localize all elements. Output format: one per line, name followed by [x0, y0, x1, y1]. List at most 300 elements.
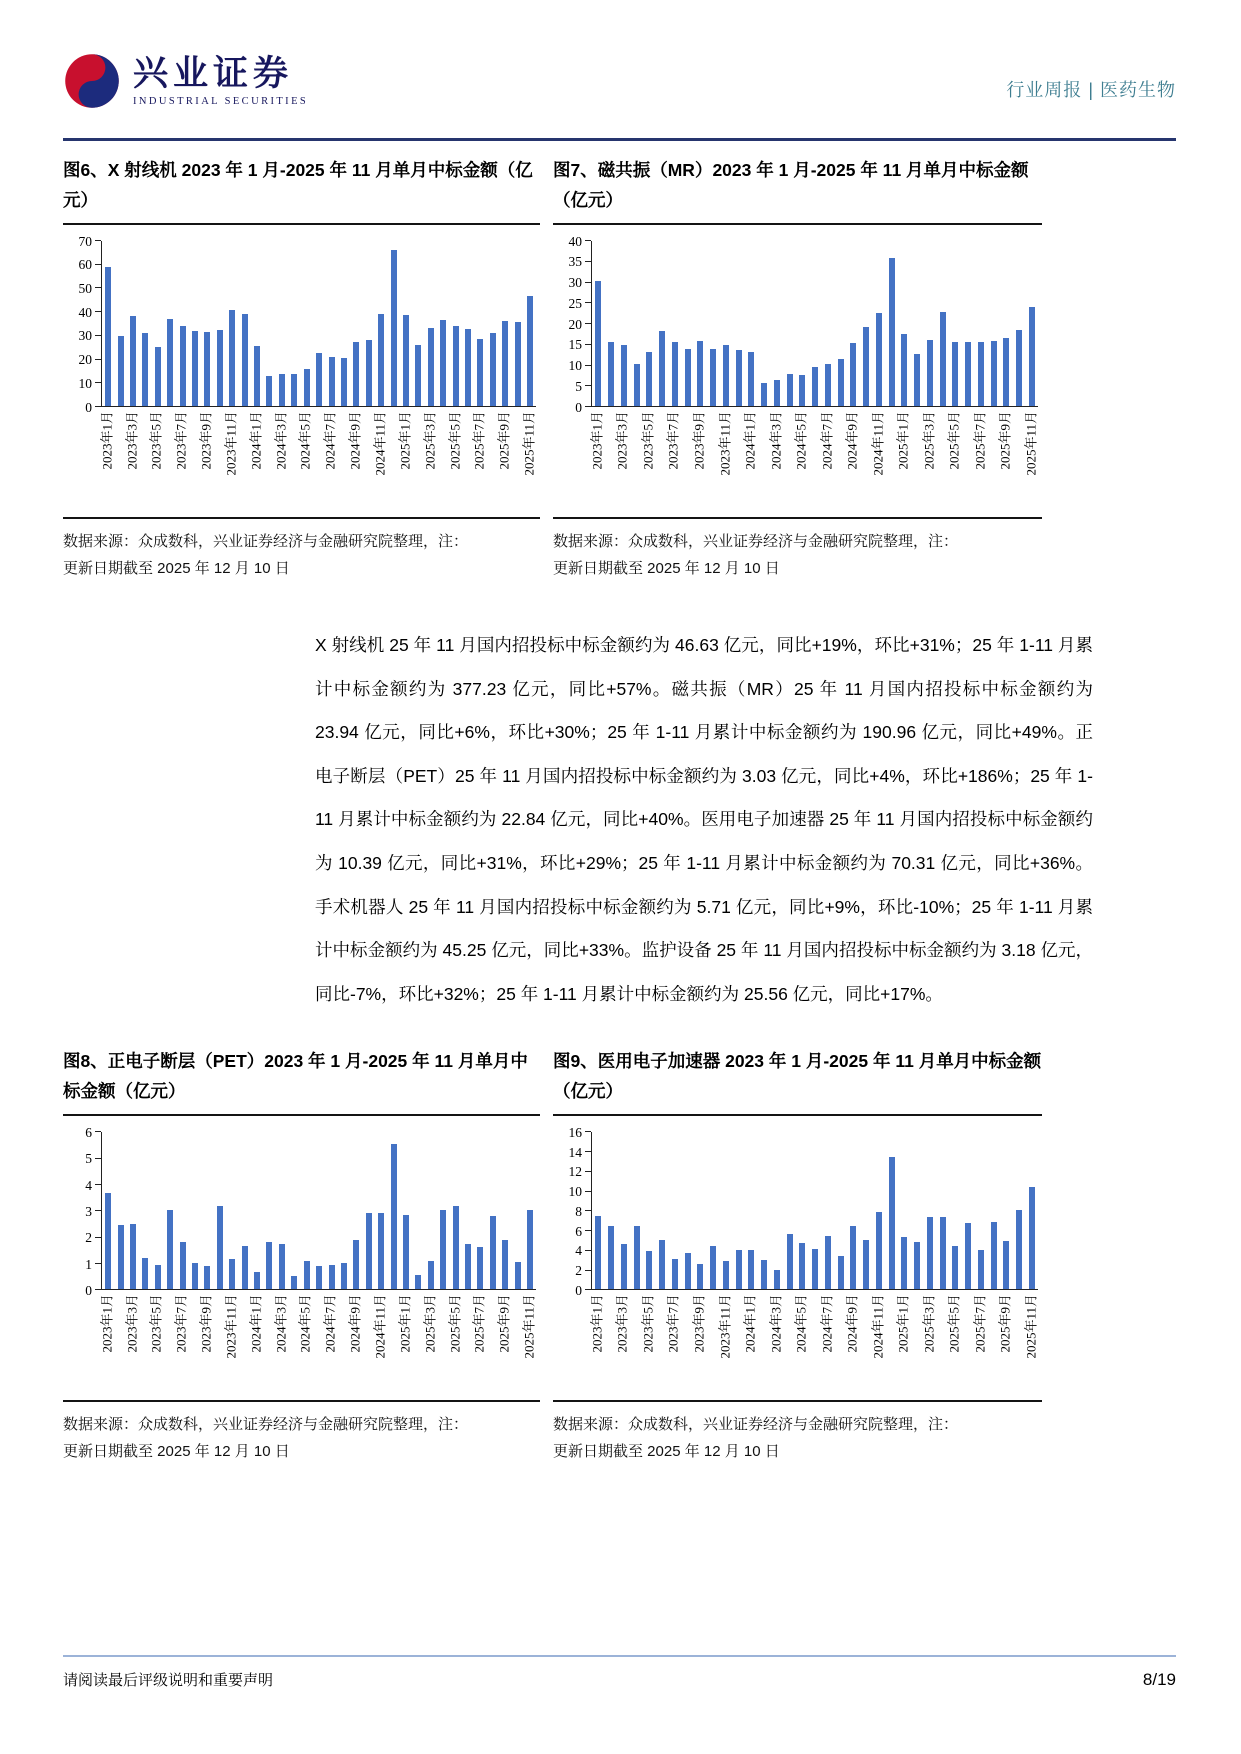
- bar-slot: [288, 241, 300, 406]
- bar-slot: [462, 1132, 474, 1289]
- bar: [863, 1240, 869, 1290]
- x-tick-label: 2025年9月: [496, 1294, 512, 1353]
- bar-slot: [694, 241, 707, 406]
- bar-chart: [63, 225, 540, 509]
- x-label-slot: [349, 407, 361, 509]
- bar-slot: [164, 1132, 176, 1289]
- x-label-slot: [101, 1290, 113, 1392]
- bar-slot: [263, 1132, 275, 1289]
- bar-slot: [375, 1132, 387, 1289]
- x-label-slot: [948, 1290, 961, 1392]
- bar: [940, 312, 946, 406]
- bars: [592, 241, 1038, 406]
- bar: [799, 1243, 805, 1290]
- figure-title: 图6、X 射线机 2023 年 1 月-2025 年 11 月单月中标金额（亿元）: [63, 160, 533, 210]
- bar-slot: [375, 241, 387, 406]
- x-tick-label: 2024年5月: [793, 1294, 809, 1353]
- x-tick-label: 2024年7月: [819, 411, 835, 470]
- x-tick-label: 2024年3月: [273, 411, 289, 470]
- bar-slot: [1013, 241, 1026, 406]
- x-label-slot: [997, 407, 1013, 509]
- x-label-slot: [322, 407, 338, 509]
- bar-slot: [152, 1132, 164, 1289]
- plot-area: [101, 241, 536, 407]
- bar-slot: [681, 1132, 694, 1289]
- bar-slot: [936, 241, 949, 406]
- x-axis-labels: [591, 1290, 1038, 1392]
- bar-slot: [936, 1132, 949, 1289]
- bar: [266, 376, 272, 406]
- x-label-slot: [770, 407, 783, 509]
- x-label-slot: [449, 407, 461, 509]
- figure-row-top: [63, 151, 1176, 582]
- x-label-slot: [974, 1290, 987, 1392]
- bar: [799, 375, 805, 406]
- bar: [229, 1259, 235, 1289]
- x-tick-label: 2025年11月: [521, 411, 537, 476]
- bar: [672, 1259, 678, 1289]
- bar-slot: [771, 241, 784, 406]
- x-tick-label: 2023年9月: [198, 1294, 214, 1353]
- x-tick-label: 2023年7月: [173, 1294, 189, 1353]
- x-tick-label: 2023年9月: [691, 1294, 707, 1353]
- bar: [415, 345, 421, 406]
- bar: [192, 1263, 198, 1289]
- x-tick-label: 2024年7月: [322, 411, 338, 470]
- x-tick-label: 2024年9月: [347, 1294, 363, 1353]
- bar: [685, 349, 691, 406]
- bar: [787, 374, 793, 406]
- x-label-slot: [719, 1290, 732, 1392]
- bar-slot: [758, 1132, 771, 1289]
- x-tick-label: 2023年11月: [717, 411, 733, 476]
- bar-slot: [1026, 241, 1039, 406]
- bar-slot: [338, 241, 350, 406]
- x-tick-label: 2024年3月: [768, 1294, 784, 1353]
- bar-slot: [350, 241, 362, 406]
- x-tick-label: 2025年7月: [972, 1294, 988, 1353]
- bar-slot: [164, 241, 176, 406]
- bar-slot: [771, 1132, 784, 1289]
- bar-slot: [694, 1132, 707, 1289]
- y-tick-label: 50: [78, 280, 92, 296]
- bar-slot: [873, 1132, 886, 1289]
- bar: [316, 353, 322, 406]
- bar-slot: [898, 1132, 911, 1289]
- bar: [914, 354, 920, 406]
- bar: [812, 367, 818, 406]
- bar: [991, 341, 997, 406]
- bar-slot: [975, 1132, 988, 1289]
- bar: [825, 1236, 831, 1289]
- bar-chart: [63, 1116, 540, 1392]
- bar-slot: [949, 241, 962, 406]
- x-label-slot: [225, 1290, 237, 1392]
- bar-slot: [656, 1132, 669, 1289]
- x-label-slot: [795, 1290, 808, 1392]
- bar-slot: [189, 1132, 201, 1289]
- x-tick-label: 2025年11月: [1023, 1294, 1039, 1359]
- bar: [646, 352, 652, 406]
- y-tick-label: 6: [575, 1223, 582, 1239]
- x-tick-label: 2025年3月: [422, 411, 438, 470]
- bar: [697, 341, 703, 406]
- bar-slot: [911, 1132, 924, 1289]
- y-tick-label: 35: [568, 254, 582, 269]
- bar: [155, 1265, 161, 1290]
- x-label-slot: [872, 1290, 885, 1392]
- figure-title: 图7、磁共振（MR）2023 年 1 月-2025 年 11 月单月中标金额（亿元）: [553, 160, 1029, 210]
- bar-slot: [592, 241, 605, 406]
- bar: [428, 1261, 434, 1290]
- bar: [748, 352, 754, 406]
- bar: [378, 314, 384, 406]
- bar: [279, 374, 285, 406]
- bar: [838, 1256, 844, 1290]
- y-tick-label: 8: [575, 1203, 582, 1219]
- x-tick-label: 2023年1月: [99, 411, 115, 470]
- bar: [304, 1261, 310, 1290]
- bar: [1003, 1241, 1009, 1289]
- bar-slot: [707, 241, 720, 406]
- bar-slot: [201, 1132, 213, 1289]
- bar-slot: [975, 241, 988, 406]
- bar-slot: [425, 241, 437, 406]
- bar-slot: [449, 241, 461, 406]
- bar: [329, 1265, 335, 1290]
- bar-slot: [251, 1132, 263, 1289]
- x-tick-label: 2023年3月: [614, 1294, 630, 1353]
- industrial-securities-logo-icon: [63, 52, 121, 110]
- x-tick-label: 2023年5月: [640, 411, 656, 470]
- bar-slot: [189, 241, 201, 406]
- bar-slot: [924, 1132, 937, 1289]
- bar: [329, 357, 335, 406]
- bar: [428, 328, 434, 406]
- bar-slot: [783, 241, 796, 406]
- bar: [254, 346, 260, 406]
- y-tick-label: 5: [575, 378, 582, 394]
- bar-slot: [643, 1132, 656, 1289]
- bar-slot: [301, 1132, 313, 1289]
- bar: [130, 316, 136, 406]
- y-tick-label: 12: [568, 1164, 582, 1180]
- bar: [527, 296, 533, 406]
- x-tick-label: 2024年11月: [870, 411, 886, 476]
- x-label-slot: [974, 407, 987, 509]
- y-tick-label: 70: [78, 233, 92, 249]
- bar: [502, 1240, 508, 1290]
- bar: [515, 1262, 521, 1290]
- x-label-slot: [770, 1290, 783, 1392]
- bar: [697, 1264, 703, 1289]
- bar-chart: [553, 225, 1042, 509]
- page-footer: [63, 1655, 1176, 1690]
- y-tick-label: 5: [85, 1150, 92, 1166]
- bar: [634, 364, 640, 406]
- x-tick-label: 2025年9月: [997, 411, 1013, 470]
- bar: [876, 1212, 882, 1290]
- bar-slot: [114, 241, 126, 406]
- y-tick-label: 4: [85, 1177, 92, 1193]
- bar-slot: [201, 241, 213, 406]
- x-label-slot: [846, 407, 859, 509]
- x-label-slot: [126, 407, 138, 509]
- bar-chart: [553, 1116, 1042, 1392]
- bar-slot: [325, 241, 337, 406]
- x-tick-label: 2025年5月: [946, 1294, 962, 1353]
- bar: [940, 1217, 946, 1289]
- bar: [490, 333, 496, 406]
- report-category: 行业周报 | 医药生物: [1006, 80, 1176, 100]
- bar: [838, 359, 844, 406]
- bar-slot: [605, 1132, 618, 1289]
- y-axis: [63, 233, 101, 415]
- x-tick-label: 2023年11月: [717, 1294, 733, 1359]
- bar: [876, 313, 882, 406]
- bar: [217, 1206, 223, 1290]
- x-label-slot: [173, 407, 189, 509]
- x-label-slot: [148, 407, 164, 509]
- bar-slot: [338, 1132, 350, 1289]
- bar: [1016, 330, 1022, 406]
- x-tick-label: 2024年9月: [347, 411, 363, 470]
- footer-disclaimer: 请阅读最后评级说明和重要声明: [63, 1672, 274, 1689]
- bar: [477, 1247, 483, 1289]
- y-tick-label: 10: [568, 357, 582, 373]
- data-source-note: 数据来源：众成数科，兴业证券经济与金融研究院整理，注： 更新日期截至 2025 年 12 月 10 日: [63, 1416, 469, 1461]
- x-label-slot: [101, 407, 113, 509]
- y-tick-label: 30: [568, 274, 582, 290]
- bar: [341, 358, 347, 406]
- x-axis-labels: [591, 407, 1038, 509]
- bar-slot: [176, 241, 188, 406]
- x-tick-label: 2025年11月: [521, 1294, 537, 1359]
- bar-slot: [425, 1132, 437, 1289]
- x-label-slot: [614, 407, 630, 509]
- bar: [490, 1216, 496, 1289]
- bar-slot: [524, 1132, 536, 1289]
- bar: [180, 1242, 186, 1289]
- figure-panel-9: [553, 1042, 1042, 1465]
- y-tick-label: 1: [85, 1256, 92, 1272]
- x-label-slot: [948, 407, 961, 509]
- x-tick-label: 2023年11月: [223, 1294, 239, 1359]
- y-tick-label: 15: [568, 337, 582, 352]
- x-label-slot: [349, 1290, 361, 1392]
- bar: [118, 336, 124, 406]
- bar: [366, 340, 372, 406]
- bar: [685, 1253, 691, 1289]
- x-label-slot: [693, 1290, 706, 1392]
- bar-slot: [707, 1132, 720, 1289]
- y-tick-label: 25: [568, 295, 582, 311]
- y-tick-label: 20: [568, 316, 582, 332]
- y-tick-label: 10: [78, 375, 92, 391]
- bar: [723, 345, 729, 406]
- x-label-slot: [665, 407, 681, 509]
- bar-slot: [873, 241, 886, 406]
- y-tick-label: 6: [85, 1124, 92, 1140]
- bar: [440, 1210, 446, 1290]
- bar: [889, 258, 895, 407]
- x-label-slot: [744, 1290, 757, 1392]
- x-label-slot: [275, 407, 287, 509]
- x-tick-label: 2025年3月: [921, 1294, 937, 1353]
- x-label-slot: [424, 407, 436, 509]
- bar: [118, 1225, 124, 1289]
- bar-slot: [524, 241, 536, 406]
- bar-slot: [363, 1132, 375, 1289]
- x-label-slot: [399, 407, 411, 509]
- bar: [204, 332, 210, 406]
- bar: [965, 1223, 971, 1289]
- x-tick-label: 2025年1月: [895, 1294, 911, 1353]
- y-tick-label: 2: [85, 1229, 92, 1245]
- bar-slot: [474, 241, 486, 406]
- bar-slot: [238, 1132, 250, 1289]
- bar-slot: [809, 1132, 822, 1289]
- bar-slot: [152, 241, 164, 406]
- x-tick-label: 2023年7月: [173, 411, 189, 470]
- bar-slot: [499, 241, 511, 406]
- bar-slot: [630, 241, 643, 406]
- y-axis: [553, 233, 591, 415]
- bar: [825, 364, 831, 406]
- bar-slot: [745, 1132, 758, 1289]
- bar: [965, 342, 971, 406]
- bar: [266, 1242, 272, 1289]
- bar-slot: [400, 1132, 412, 1289]
- bar: [515, 322, 521, 406]
- bar-slot: [618, 241, 631, 406]
- bar: [659, 1240, 665, 1289]
- x-tick-label: 2023年7月: [665, 1294, 681, 1353]
- bar: [736, 350, 742, 406]
- bar: [761, 1260, 767, 1289]
- bar-slot: [605, 241, 618, 406]
- x-label-slot: [424, 1290, 436, 1392]
- x-label-slot: [523, 407, 535, 509]
- bar: [465, 1244, 471, 1290]
- y-tick-label: 0: [575, 1282, 582, 1298]
- figure-title: 图8、正电子断层（PET）2023 年 1 月-2025 年 11 月单月中标金额（亿元）: [63, 1051, 528, 1102]
- bar-slot: [350, 1132, 362, 1289]
- bar: [316, 1266, 322, 1290]
- page-number: 8/19: [1142, 1670, 1176, 1689]
- bar-slot: [474, 1132, 486, 1289]
- x-label-slot: [897, 1290, 910, 1392]
- bar: [927, 340, 933, 406]
- y-tick-label: 40: [568, 233, 582, 249]
- bar-slot: [102, 241, 114, 406]
- x-label-slot: [297, 407, 313, 509]
- page-header: [63, 0, 1176, 141]
- x-label-slot: [399, 1290, 411, 1392]
- x-tick-label: 2025年9月: [997, 1294, 1013, 1353]
- bar: [608, 342, 614, 406]
- bar: [812, 1249, 818, 1290]
- bar-slot: [127, 241, 139, 406]
- data-source-note: 数据来源：众成数科，兴业证券经济与金融研究院整理，注： 更新日期截至 2025 年 12 月 10 日: [63, 533, 469, 577]
- bar-slot: [462, 241, 474, 406]
- x-label-slot: [496, 1290, 512, 1392]
- bar-slot: [847, 1132, 860, 1289]
- x-label-slot: [374, 407, 386, 509]
- bar: [978, 342, 984, 406]
- bar-slot: [1013, 1132, 1026, 1289]
- bar-slot: [1026, 1132, 1039, 1289]
- bar-slot: [987, 241, 1000, 406]
- chart-area: [63, 1124, 536, 1298]
- figure-row-bottom: [63, 1042, 1176, 1465]
- bar: [621, 1244, 627, 1289]
- x-label-slot: [250, 1290, 262, 1392]
- bar: [242, 1246, 248, 1289]
- bar-slot: [114, 1132, 126, 1289]
- x-label-slot: [897, 407, 910, 509]
- bar-slot: [139, 1132, 151, 1289]
- bar: [465, 329, 471, 406]
- bar-slot: [288, 1132, 300, 1289]
- x-label-slot: [744, 407, 757, 509]
- x-label-slot: [846, 1290, 859, 1392]
- bar-slot: [301, 241, 313, 406]
- x-tick-label: 2025年3月: [921, 411, 937, 470]
- bar-slot: [898, 241, 911, 406]
- x-tick-label: 2025年1月: [397, 1294, 413, 1353]
- bar: [353, 1240, 359, 1290]
- y-axis: [553, 1124, 591, 1298]
- x-axis-labels: [101, 1290, 536, 1392]
- bar-slot: [720, 241, 733, 406]
- bar: [453, 326, 459, 406]
- bar: [672, 342, 678, 406]
- x-label-slot: [322, 1290, 338, 1392]
- y-tick-label: 3: [85, 1203, 92, 1219]
- figure-panel-6: [63, 151, 540, 582]
- x-label-slot: [872, 407, 885, 509]
- data-source-note: 数据来源：众成数科，兴业证券经济与金融研究院整理，注： 更新日期截至 2025 年 12 月 10 日: [553, 533, 959, 577]
- x-label-slot: [665, 1290, 681, 1392]
- bar-slot: [732, 1132, 745, 1289]
- bar: [621, 345, 627, 406]
- bar-slot: [796, 241, 809, 406]
- bar: [192, 331, 198, 406]
- bar: [142, 333, 148, 406]
- bar-slot: [176, 1132, 188, 1289]
- bar: [863, 327, 869, 406]
- bar-slot: [437, 1132, 449, 1289]
- x-label-slot: [471, 1290, 487, 1392]
- bar-slot: [681, 241, 694, 406]
- bar-slot: [834, 1132, 847, 1289]
- bar-slot: [313, 1132, 325, 1289]
- x-label-slot: [374, 1290, 386, 1392]
- bar-slot: [669, 1132, 682, 1289]
- bar: [1016, 1210, 1022, 1289]
- bar: [502, 321, 508, 406]
- bar-slot: [276, 1132, 288, 1289]
- x-label-slot: [719, 407, 732, 509]
- bar: [378, 1213, 384, 1289]
- x-tick-label: 2023年1月: [99, 1294, 115, 1353]
- x-label-slot: [173, 1290, 189, 1392]
- x-axis-labels: [101, 407, 536, 509]
- x-tick-label: 2023年11月: [223, 411, 239, 476]
- data-source-note: 数据来源：众成数科，兴业证券经济与金融研究院整理，注： 更新日期截至 2025 年 12 月 10 日: [553, 1416, 959, 1461]
- x-tick-label: 2023年5月: [148, 1294, 164, 1353]
